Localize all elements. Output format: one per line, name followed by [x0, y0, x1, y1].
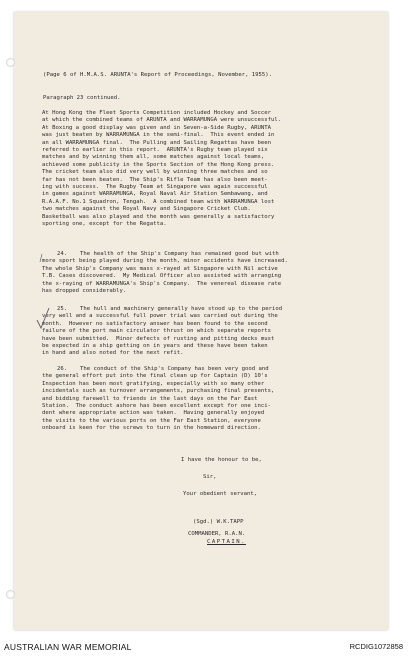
- paragraph-25-text: The hull and machinery generally have stood up to the period very well and a successful full power trial was carried out during the month. However no satisfactory answer has been found to the second failure of the port main circulator thrust on which separate reports have been submitted. Minor defects of rusting and pitting decks must be expected in a ship getting on in years and these have been taken in hand and also noted for the next refit.: [42, 306, 283, 357]
- pencil-check-mark: [37, 308, 49, 328]
- paragraph-24-text: The health of the Ship's Company has remained good but with more sport being played during the month, minor accidents have increased. The whole Ship's Company was mass x-rayed at Singapore with Nil active T.B. Cases discovered. My Medical Officer also assisted with arranging the x-raying of WARRAMUNGA's Ship's Company. The venereal disease rate has dropped considerably.: [42, 251, 288, 295]
- punch-hole: [6, 58, 15, 67]
- paragraph-23-text: At Hong Kong the Fleet Sports Competition included Hockey and Soccer at which the combined teams of ARUNTA and WARRAMUNGA were unsuccessful. At Boxing a good display was given and in Seven-a-Side Rugby, ARUNTA was just beaten by WARRAMUNGA in the semi-final. This event ended in an all WARRAMUNGA final. The Pulling and Sailing Regattas have been referred to earlier in this report. ARUNTA's Rugby team played six matches and by winning them all, some matches against local teams, achieved some publicity in the Sports Section of the Hong Kong press. The cricket team also did very well by winning three matches and so far has not been beaten. The Ship's Rifle Team has also been meet- ing with success. The Rugby Team at Singapore was again successful in games against WARRAMUNGA, Royal Naval Air Station Sembawang, and R.A.A.F. No.1 Squadron, Tengah. A combined team with WARRAMUNGA lost two matches against the Royal Navy and Singapore Cricket Club. Basketball was also played and the month was generally a satisfactory sporting one, except for the Regatta.: [42, 110, 282, 228]
- closing-salutation: Sir,: [203, 474, 217, 480]
- pencil-margin-marks: [20, 240, 50, 340]
- closing-servant: Your obedient servant,: [183, 491, 258, 497]
- signatory-rank: COMMANDER, R.A.N.: [188, 531, 246, 537]
- punch-hole: [6, 590, 15, 599]
- paragraph-26-text: The conduct of the Ship's Company has been very good and the general effort put into the final clean up for Captain (D) 10's Inspection has been most gratifying, especially with so many other incidentals such as turnover arrangements, purchasing final presents, and bidding farewell to friends in the last days on the Far East Station. The conduct ashore has been excellent except for one inci- dent where appropriate action was taken. Having generally enjoyed the visits to the various ports on the Far East Station, everyone onboard is keen for the screws to turn in the homeward direction.: [42, 366, 275, 432]
- paragraph-25-number: 25.: [57, 306, 68, 312]
- pencil-tick-mark: [40, 254, 42, 262]
- footer-record-id: RCDIG1072858: [349, 642, 403, 651]
- paragraph-26-number: 26.: [57, 366, 68, 372]
- paragraph-24-number: 24.: [57, 251, 68, 257]
- closing-honour: I have the honour to be,: [181, 457, 262, 463]
- signatory-title: CAPTAIN.: [207, 539, 246, 545]
- page-header: (Page 6 of H.M.A.S. ARUNTA's Report of Proceedings, November, 1955).: [43, 72, 273, 78]
- signature-line: (Sgd.) W.K.TAPP: [193, 519, 244, 525]
- paragraph-continued-label: Paragraph 23 continued.: [43, 95, 121, 101]
- footer-institution: AUSTRALIAN WAR MEMORIAL: [4, 642, 132, 652]
